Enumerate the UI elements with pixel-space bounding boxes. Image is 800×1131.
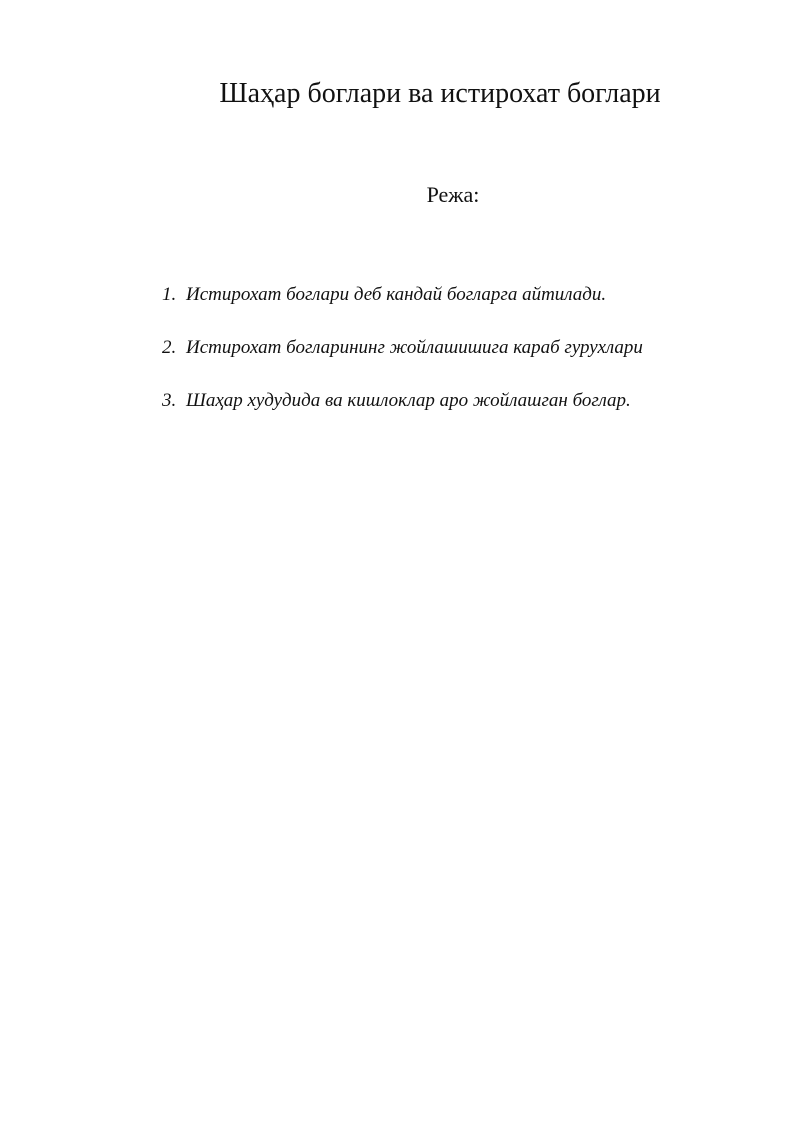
document-title: Шаҳар боглари ва истирохат боглари (219, 78, 661, 109)
plan-item-number: 2. (162, 337, 177, 358)
plan-item (162, 282, 643, 308)
plan-item (162, 388, 643, 414)
plan-list (162, 282, 643, 441)
plan-item (162, 335, 643, 361)
plan-item-text: Шаҳар худудида ва кишлоклар аро жойлашган боглар. (186, 390, 631, 411)
plan-item-text: Истирохат боглари деб кандай богларга айтилади. (186, 284, 607, 305)
plan-item-number: 1. (162, 284, 177, 305)
plan-item-text: Истирохат богларининг жойлашишига караб гурухлари (186, 337, 643, 358)
plan-item-number: 3. (162, 390, 177, 411)
plan-heading: Режа: (426, 182, 480, 207)
